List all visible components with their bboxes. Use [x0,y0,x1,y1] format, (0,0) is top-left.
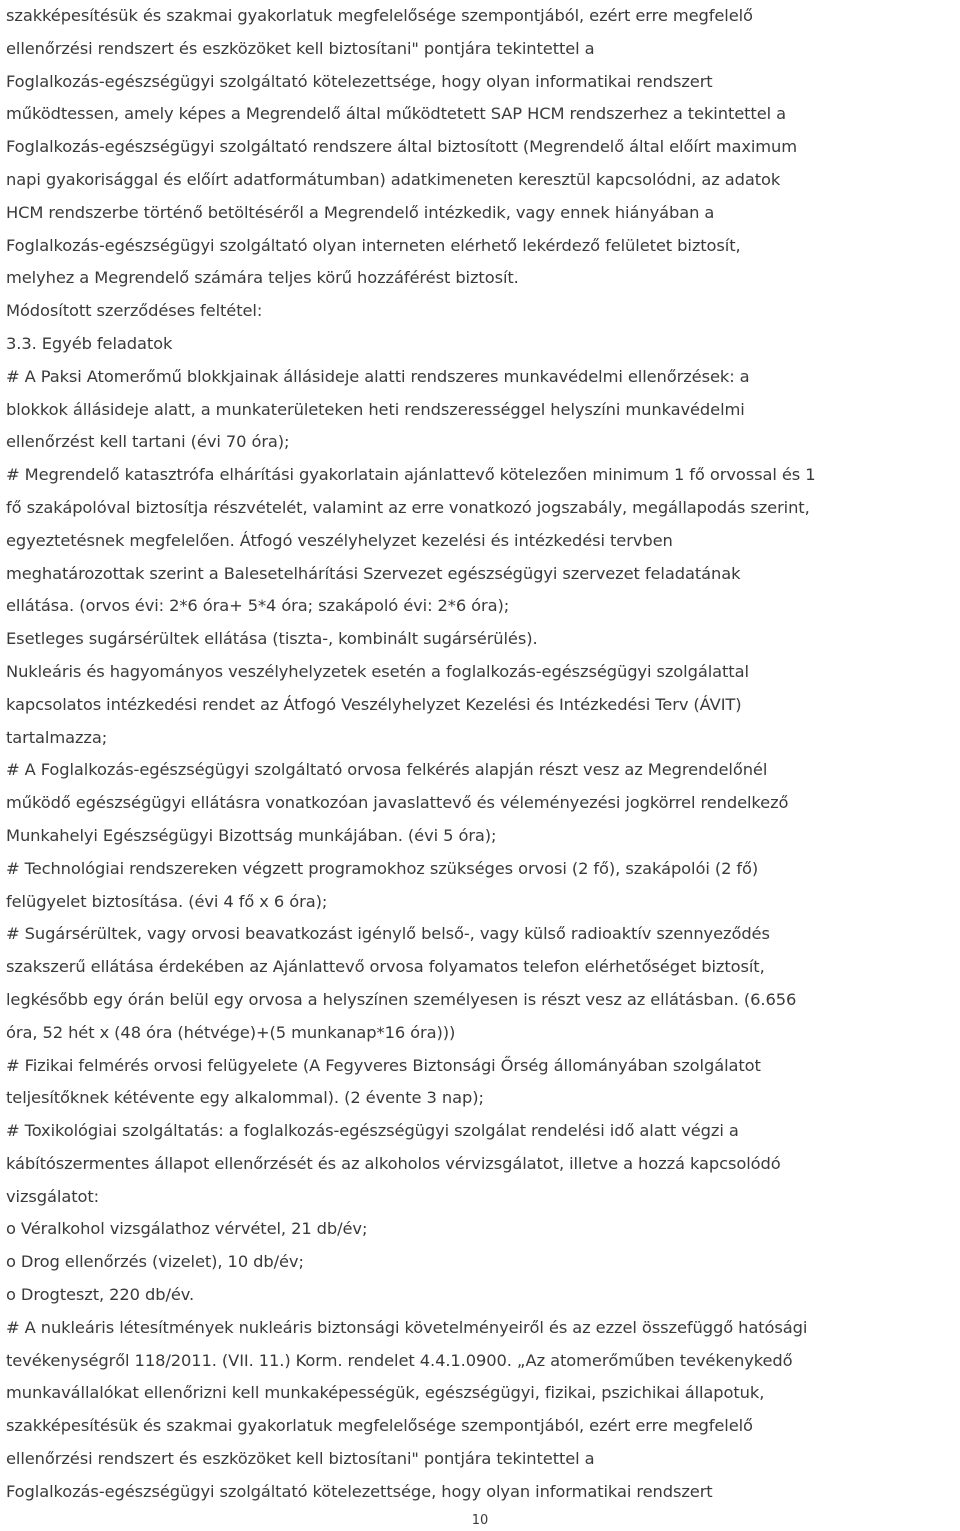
text-line: tartalmazza; [6,727,108,747]
text-line: ellátása. (orvos évi: 2*6 óra+ 5*4 óra; szakápoló évi: 2*6 óra); [6,596,510,616]
text-line: munkavállalókat ellenőrizni kell munkaképességük, egészségügyi, fizikai, pszichikai állapotuk, [6,1383,765,1403]
text-line: o Drogteszt, 220 db/év. [6,1285,195,1305]
text-line: egyeztetésnek megfelelően. Átfogó veszélyhelyzet kezelési és intézkedési tervben [6,530,673,550]
text-line: Foglalkozás-egészségügyi szolgáltató kötelezettsége, hogy olyan informatikai rendszert [6,1481,713,1501]
text-line: # Megrendelő katasztrófa elhárítási gyakorlatain ajánlattevő kötelezően minimum 1 fő orvossal és 1 [6,465,816,485]
text-line: szakképesítésük és szakmai gyakorlatuk megfelelősége szempontjából, ezért erre megfelelő [6,1416,753,1436]
text-line: ellenőrzési rendszert és eszközöket kell biztosítani" pontjára tekintettel a [6,38,595,58]
text-line: tevékenységről 118/2011. (VII. 11.) Korm. rendelet 4.4.1.0900. „Az atomerőműben tevékenykedő [6,1350,793,1370]
text-line: Munkahelyi Egészségügyi Bizottság munkájában. (évi 5 óra); [6,825,497,845]
text-line: óra, 52 hét x (48 óra (hétvége)+(5 munkanap*16 óra))) [6,1022,456,1042]
text-line: kábítószermentes állapot ellenőrzését és az alkoholos vérvizsgálatot, illetve a hozzá kapcsolódó [6,1153,781,1173]
text-line: legkésőbb egy órán belül egy orvosa a helyszínen személyesen is részt vesz az ellátásban. (6.656 [6,989,797,1009]
text-line: # Toxikológiai szolgáltatás: a foglalkozás-egészségügyi szolgálat rendelési idő alatt végzi a [6,1121,739,1141]
text-line: o Drog ellenőrzés (vizelet), 10 db/év; [6,1252,304,1272]
text-line: kapcsolatos intézkedési rendet az Átfogó Veszélyhelyzet Kezelési és Intézkedési Terv (ÁVIT) [6,694,742,714]
text-line: # A nukleáris létesítmények nukleáris biztonsági követelményeiről és az ezzel összefüggő hatósági [6,1317,808,1337]
text-line: ellenőrzést kell tartani (évi 70 óra); [6,432,290,452]
text-line: o Véralkohol vizsgálathoz vérvétel, 21 db/év; [6,1219,368,1239]
text-line: Foglalkozás-egészségügyi szolgáltató kötelezettsége, hogy olyan informatikai rendszert [6,71,713,91]
text-line: felügyelet biztosítása. (évi 4 fő x 6 óra); [6,891,328,911]
text-line: meghatározottak szerint a Balesetelhárítási Szervezet egészségügyi szervezet feladatának [6,563,741,583]
text-line: működő egészségügyi ellátásra vonatkozóan javaslattevő és véleményezési jogkörrel rendelkező [6,793,789,813]
text-line: blokkok állásideje alatt, a munkaterületeken heti rendszerességgel helyszíni munkavédelmi [6,399,745,419]
text-line: Nukleáris és hagyományos veszélyhelyzetek esetén a foglalkozás-egészségügyi szolgálattal [6,661,749,681]
text-line: # A Foglalkozás-egészségügyi szolgáltató orvosa felkérés alapján részt vesz az Megrendelőnél [6,760,768,780]
text-line: Módosított szerződéses feltétel: [6,301,263,321]
text-line: # Technológiai rendszereken végzett programokhoz szükséges orvosi (2 fő), szakápolói (2 fő) [6,858,759,878]
text-line: fő szakápolóval biztosítja részvételét, valamint az erre vonatkozó jogszabály, megállapodás szerint, [6,497,810,517]
text-line: Foglalkozás-egészségügyi szolgáltató rendszere által biztosított (Megrendelő által előírt maximum [6,137,798,157]
text-line: szakképesítésük és szakmai gyakorlatuk megfelelősége szempontjából, ezért erre megfelelő [6,6,753,25]
text-line: Foglalkozás-egészségügyi szolgáltató olyan interneten elérhető lekérdező felületet biztosít, [6,235,741,255]
text-line: HCM rendszerbe történő betöltéséről a Megrendelő intézkedik, vagy ennek hiányában a [6,202,715,222]
text-line: # Sugársérültek, vagy orvosi beavatkozást igénylő belső-, vagy külső radioaktív szennyeződés [6,924,770,944]
text-line: Esetleges sugársérültek ellátása (tiszta-, kombinált sugársérülés). [6,629,538,649]
text-line: szakszerű ellátása érdekében az Ajánlattevő orvosa folyamatos telefon elérhetőséget biztosít, [6,957,765,977]
text-line: 3.3. Egyéb feladatok [6,333,173,353]
text-line: # Fizikai felmérés orvosi felügyelete (A Fegyveres Biztonsági Őrség állományában szolgálatot [6,1055,761,1075]
text-line: ellenőrzési rendszert és eszközöket kell biztosítani" pontjára tekintettel a [6,1449,595,1469]
page-number: 10 [471,1513,489,1528]
text-line: vizsgálatot: [6,1186,100,1206]
text-line: napi gyakorisággal és előírt adatformátumban) adatkimeneten keresztül kapcsolódni, az adatok [6,169,781,189]
text-line: működtessen, amely képes a Megrendelő által működtetett SAP HCM rendszerhez a tekintettel a [6,104,786,124]
document-body [6,0,956,1509]
text-line: melyhez a Megrendelő számára teljes körű hozzáférést biztosít. [6,268,519,288]
text-line: # A Paksi Atomerőmű blokkjainak állásideje alatti rendszeres munkavédelmi ellenőrzések: a [6,366,750,386]
text-line: teljesítőknek kétévente egy alkalommal). (2 évente 3 nap); [6,1088,484,1108]
